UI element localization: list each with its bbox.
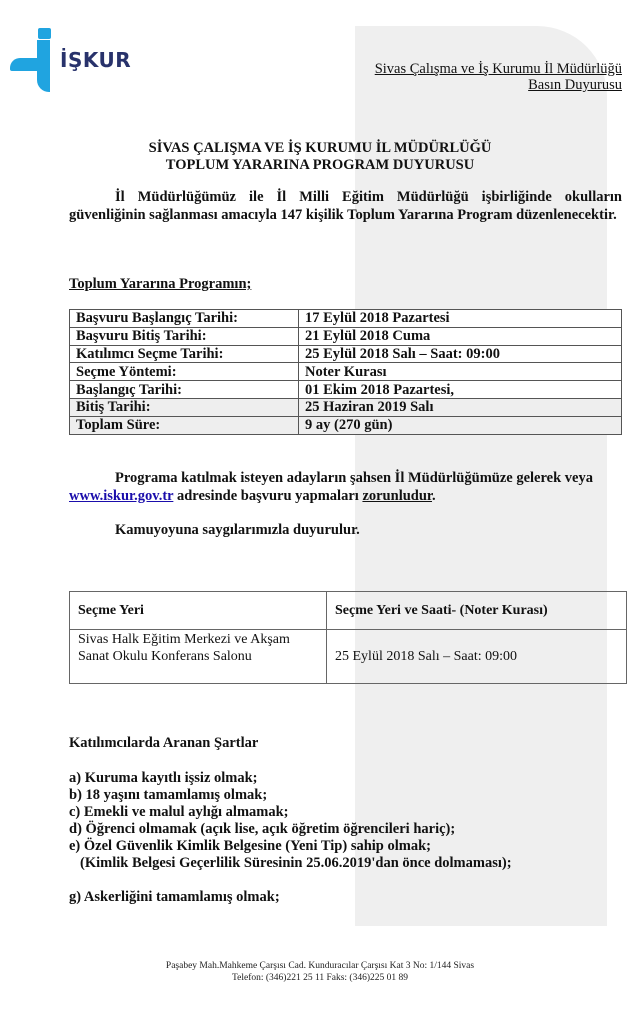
application-text-2: adresinde başvuru yapmaları [173,487,363,504]
selection-table [69,591,627,684]
closing-line: Kamuyoyuna saygılarımızla duyurulur. [115,522,360,538]
table-row [70,310,622,328]
requirement-item: d) Öğrenci olmamak (açık lise, açık öğretim öğrencileri hariç); [69,821,456,837]
row-label: Toplam Süre: [70,416,299,434]
requirement-item: b) 18 yaşını tamamlamış olmak; [69,787,268,803]
requirements-heading: Katılımcılarda Aranan Şartlar [69,735,259,751]
row-label: Başvuru Başlangıç Tarihi: [70,310,299,328]
title-line-2: TOPLUM YARARINA PROGRAM DUYURUSU [165,157,475,173]
footer-contact: Telefon: (346)221 25 11 Faks: (346)225 01 89 [231,973,409,983]
doc-type: Basın Duyurusu [528,77,622,93]
requirement-item: a) Kuruma kayıtlı işsiz olmak; [69,770,258,786]
footer-address: Paşabey Mah.Mahkeme Çarşısı Cad. Kunduracılar Çarşısı Kat 3 No: 1/144 Sivas [165,961,475,971]
row-value: 25 Haziran 2019 Salı [299,398,622,416]
row-label: Başvuru Bitiş Tarihi: [70,327,299,345]
row-value: 9 ay (270 gün) [299,416,622,434]
table-row [70,363,622,381]
row-label: Katılımcı Seçme Tarihi: [70,345,299,363]
table-row [70,416,622,434]
table-row [70,630,627,684]
place-line-1: Sivas Halk Eğitim Merkezi ve Akşam [78,632,290,647]
row-label: Seçme Yöntemi: [70,363,299,381]
header-cell: Seçme Yeri ve Saati- (Noter Kurası) [327,592,627,630]
requirement-note: (Kimlik Belgesi Geçerlilik Süresinin 25.06.2019'dan önce dolmaması); [80,855,512,871]
header-cell: Seçme Yeri [70,592,327,630]
time-cell: 25 Eylül 2018 Salı – Saat: 09:00 [327,630,627,684]
application-paragraph [69,470,622,505]
requirement-item: e) Özel Güvenlik Kimlik Belgesine (Yeni Tip) sahip olmak; [69,838,431,854]
requirement-item: c) Emekli ve malul aylığı almamak; [69,804,289,820]
title-line-1: SİVAS ÇALIŞMA VE İŞ KURUMU İL MÜDÜRLÜĞÜ [148,140,492,156]
row-value: Noter Kurası [299,363,622,381]
iskur-logo [10,28,145,88]
program-table [69,309,622,435]
application-text-3: . [432,487,436,504]
table-row [70,381,622,399]
logo-text: İŞKUR [60,48,132,72]
table-row [70,398,622,416]
iskur-website-link[interactable]: www.iskur.gov.tr [69,487,174,504]
logo-stem-icon [37,40,50,92]
row-label: Başlangıç Tarihi: [70,381,299,399]
table-header-row [70,592,627,630]
footer [0,960,640,984]
row-value: 17 Eylül 2018 Pazartesi [299,310,622,328]
table-row [70,345,622,363]
program-heading: Toplum Yararına Programın; [69,276,252,292]
intro-paragraph: İl Müdürlüğümüz ile İl Milli Eğitim Müdürlüğü işbirliğinde okulların güvenliğinin sağlanması amacıyla 147 kişilik Toplum Yararına Program düzenlenecektir. [69,189,622,223]
place-line-2: Sanat Okulu Konferans Salonu [78,649,252,664]
mandatory-emphasis: zorunludur [362,487,433,504]
row-value: 25 Eylül 2018 Salı – Saat: 09:00 [299,345,622,363]
requirement-item: g) Askerliğini tamamlamış olmak; [69,889,280,905]
place-cell [70,630,327,684]
application-text-1: Programa katılmak isteyen adayların şahsen İl Müdürlüğümüze gelerek veya [115,470,593,486]
page-title [0,140,640,174]
row-label: Bitiş Tarihi: [70,398,299,416]
org-name: Sivas Çalışma ve İş Kurumu İl Müdürlüğü [374,61,622,77]
letterhead [375,61,622,93]
row-value: 01 Ekim 2018 Pazartesi, [299,381,622,399]
logo-dot-icon [38,28,51,39]
row-value: 21 Eylül 2018 Cuma [299,327,622,345]
table-row [70,327,622,345]
